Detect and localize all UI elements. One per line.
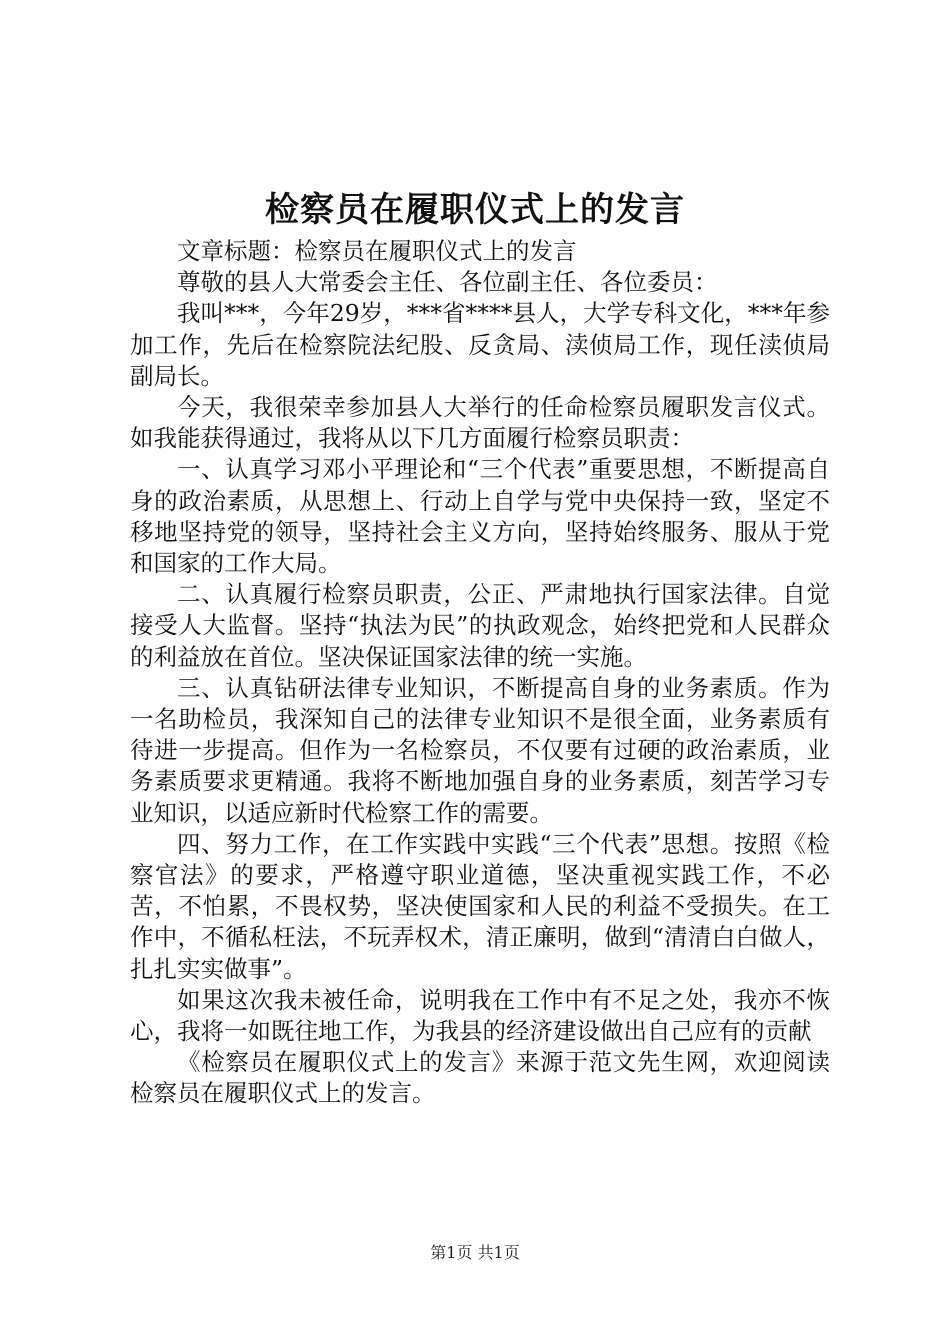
paragraph-point-1: 一、认真学习邓小平理论和“三个代表”重要思想，不断提高自身的政治素质，从思想上、行动上自学与党中央保持一致，坚定不移地坚持党的领导，坚持社会主义方向，坚持始终服务、服从于党和国家的工作大局。 [130,455,830,578]
page-number-footer: 第1页 共1页 [430,1243,520,1262]
document-body [130,236,830,1110]
paragraph-point-2: 二、认真履行检察员职责，公正、严肃地执行国家法律。自觉接受人大监督。坚持“执法为民”的执政观念，始终把党和人民群众的利益放在首位。坚决保证国家法律的统一实施。 [130,580,830,671]
article-title-line: 文章标题：检察员在履职仪式上的发言 [177,237,577,265]
salutation: 尊敬的县人大常委会主任、各位副主任、各位委员： [177,268,718,297]
document-title: 检察员在履职仪式上的发言 [265,190,685,230]
paragraph-source: 《检察员在履职仪式上的发言》来源于范文先生网，欢迎阅读检察员在履职仪式上的发言。 [130,1048,830,1108]
paragraph-intro: 我叫***，今年29岁，***省****县人，大学专科文化，***年参加工作，先后在检察院法纪股、反贪局、渎侦局工作，现任渎侦局副局长。 [130,299,830,390]
paragraph-closing: 如果这次我未被任命，说明我在工作中有不足之处，我亦不恢心，我将一如既往地工作，为我县的经济建设做出自己应有的贡献 [130,985,830,1046]
paragraph-point-4: 四、努力工作，在工作实践中实践“三个代表”思想。按照《检察官法》的要求，严格遵守职业道德，坚决重视实践工作，不必苦，不怕累，不畏权势，坚决使国家和人民的利益不受损失。在工作中，不循私枉法，不玩弄权术，清正廉明，做到“清清白白做人，扎扎实实做事”。 [130,829,830,983]
paragraph-point-3: 三、认真钻研法律专业知识，不断提高自身的业务素质。作为一名助检员，我深知自己的法律专业知识不是很全面，业务素质有待进一步提高。但作为一名检察员，不仅要有过硬的政治素质，业务素质要求更精通。我将不断地加强自身的业务素质，刻苦学习专业知识，以适应新时代检察工作的需要。 [130,673,830,827]
paragraph-today: 今天，我很荣幸参加县人大举行的任命检察员履职发言仪式。如我能获得通过，我将从以下几方面履行检察员职责： [130,393,830,453]
